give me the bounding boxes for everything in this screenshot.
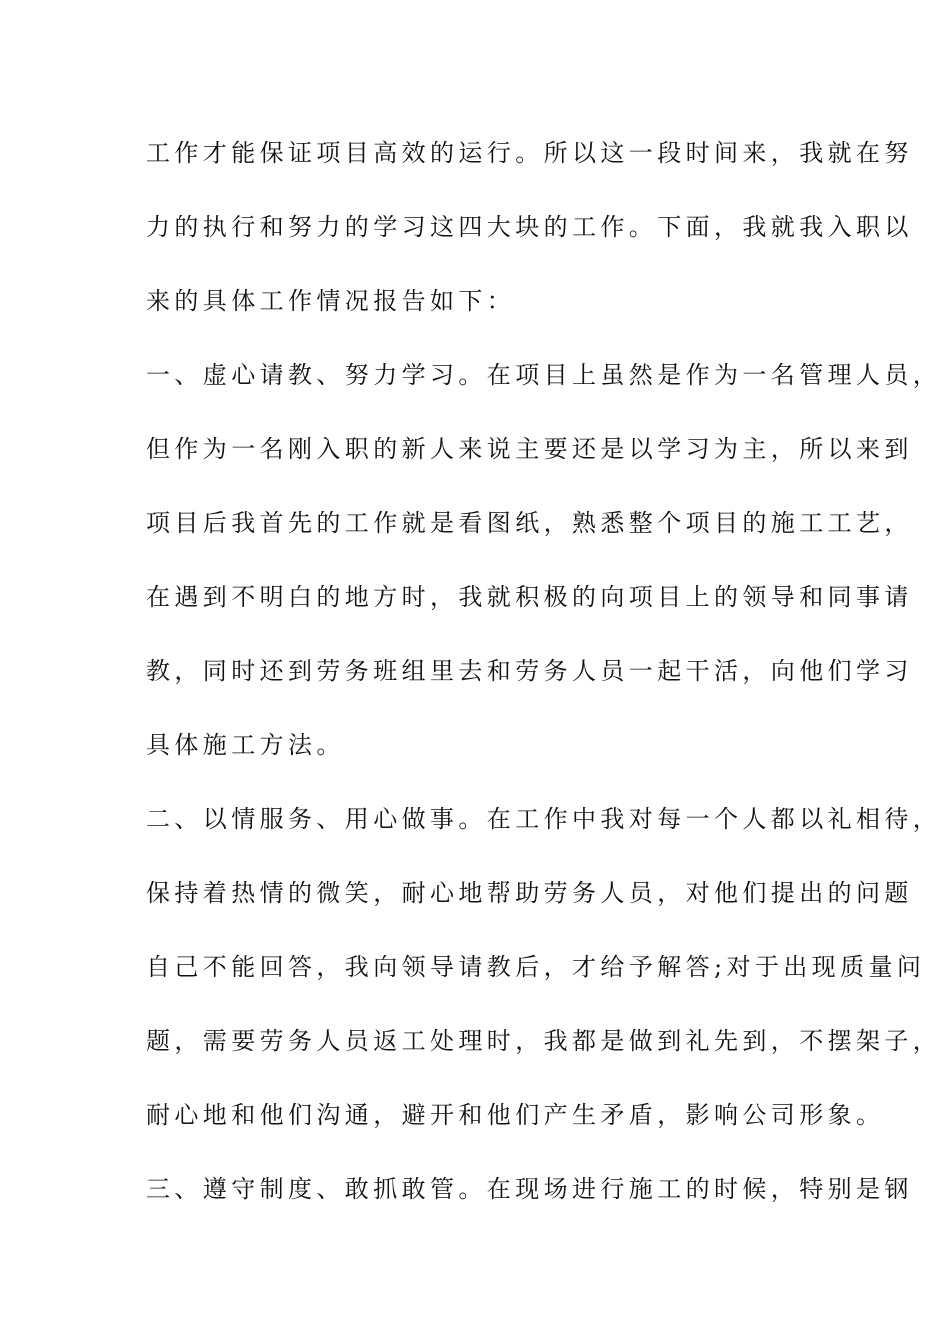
text-line: 二、以情服务、用心做事。在工作中我对每一个人都以礼相待， bbox=[146, 805, 942, 833]
text-line: 一、虚心请教、努力学习。在项目上虽然是作为一名管理人员， bbox=[146, 361, 942, 389]
text-line: 但作为一名刚入职的新人来说主要还是以学习为主，所以来到 bbox=[146, 435, 913, 463]
text-line: 三、遵守制度、敢抓敢管。在现场进行施工的时候，特别是钢 bbox=[146, 1175, 913, 1203]
text-line: 耐心地和他们沟通，避开和他们产生矛盾，影响公司形象。 bbox=[146, 1101, 885, 1129]
text-line: 保持着热情的微笑，耐心地帮助劳务人员，对他们提出的问题 bbox=[146, 879, 913, 907]
text-line: 在遇到不明白的地方时，我就积极的向项目上的领导和同事请 bbox=[146, 583, 913, 611]
document-body bbox=[146, 133, 942, 1243]
text-line: 自己不能回答，我向领导请教后，才给予解答;对于出现质量问 bbox=[146, 953, 926, 981]
text-line: 力的执行和努力的学习这四大块的工作。下面，我就我入职以 bbox=[146, 213, 913, 241]
text-line: 工作才能保证项目高效的运行。所以这一段时间来，我就在努 bbox=[146, 139, 913, 167]
text-line: 具体施工方法。 bbox=[146, 731, 345, 759]
text-line: 来的具体工作情况报告如下： bbox=[146, 287, 516, 315]
text-line: 项目后我首先的工作就是看图纸，熟悉整个项目的施工工艺， bbox=[146, 509, 913, 537]
text-line: 教，同时还到劳务班组里去和劳务人员一起干活，向他们学习 bbox=[146, 657, 913, 685]
text-line: 题，需要劳务人员返工处理时，我都是做到礼先到，不摆架子， bbox=[146, 1027, 942, 1055]
